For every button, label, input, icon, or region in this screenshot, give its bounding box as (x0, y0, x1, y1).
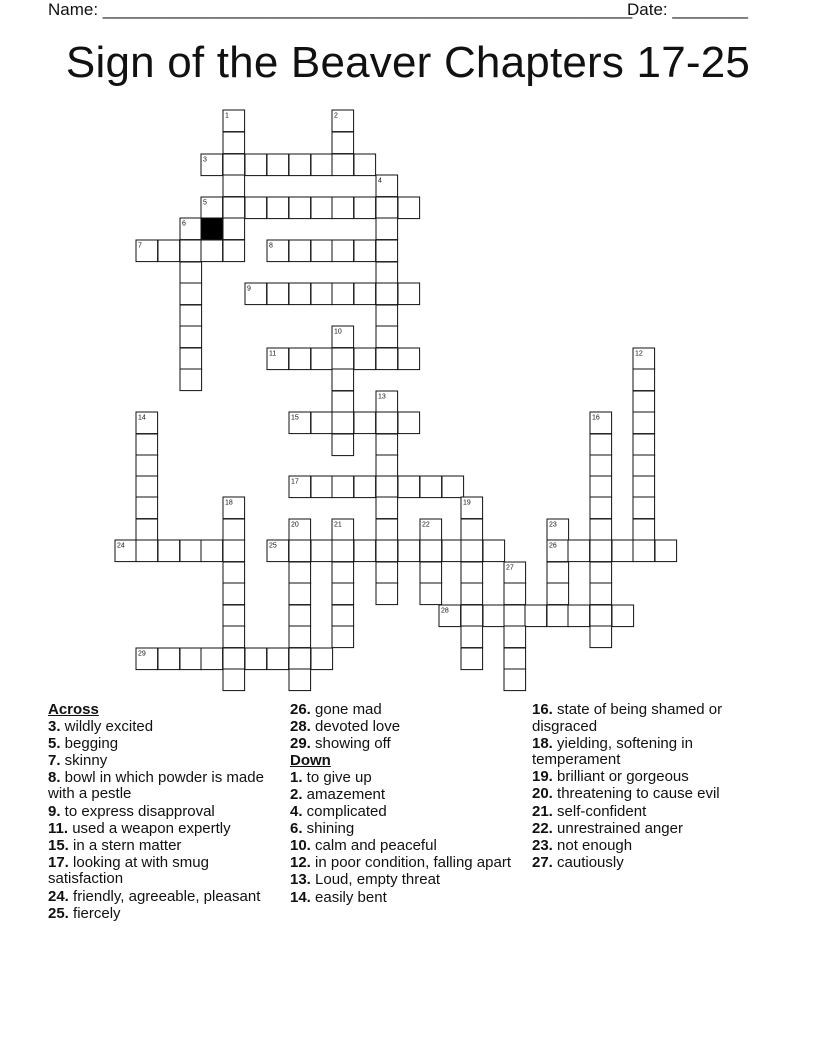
down-heading: Down (290, 752, 331, 770)
grid-cell[interactable] (267, 197, 289, 219)
grid-cell[interactable] (590, 519, 612, 541)
clue-number: 20 (291, 521, 299, 529)
grid-cell[interactable] (180, 262, 202, 284)
across-clue (48, 719, 278, 736)
grid-cell[interactable] (590, 476, 612, 498)
grid-cell[interactable] (376, 197, 398, 219)
across-clue (48, 770, 278, 803)
grid-cell[interactable] (289, 583, 311, 605)
grid-cell[interactable] (612, 540, 634, 562)
clue-num: 27. (532, 853, 553, 871)
clue-number: 15 (291, 414, 299, 422)
clue-text: not enough (552, 836, 633, 854)
clue-num: 20. (532, 785, 553, 803)
clue-number: 14 (138, 414, 146, 422)
grid-cell[interactable] (223, 240, 245, 262)
across-clue (48, 736, 278, 753)
down-clue (532, 769, 767, 786)
grid-cell[interactable] (223, 519, 245, 541)
grid-cell[interactable] (354, 283, 376, 305)
grid-cell[interactable] (655, 540, 677, 562)
grid-cell[interactable] (180, 369, 202, 391)
clue-num: 14. (290, 888, 311, 906)
grid-cell[interactable] (332, 391, 354, 413)
clue-num: 22. (532, 819, 553, 837)
grid-cell[interactable] (461, 605, 483, 627)
clue-column-2 (290, 702, 520, 907)
grid-cell[interactable] (223, 154, 245, 176)
grid-cell[interactable] (420, 476, 442, 498)
grid-cell[interactable] (633, 412, 655, 434)
clue-number: 18 (225, 499, 233, 507)
grid-cell[interactable] (442, 476, 464, 498)
clue-text: amazement (302, 785, 386, 803)
across-clue (290, 719, 520, 736)
clue-num: 7. (48, 751, 61, 769)
grid-cell[interactable] (332, 197, 354, 219)
grid-cell[interactable] (547, 583, 569, 605)
grid-cell[interactable] (420, 583, 442, 605)
grid-cell[interactable] (354, 348, 376, 370)
clue-number: 26 (549, 542, 557, 550)
grid-cell[interactable] (398, 348, 420, 370)
grid-cell[interactable] (461, 540, 483, 562)
grid-cell[interactable] (420, 540, 442, 562)
grid-cell[interactable] (332, 434, 354, 456)
grid-cell[interactable] (398, 197, 420, 219)
across-clue (48, 838, 278, 855)
grid-cell[interactable] (223, 562, 245, 584)
grid-cell[interactable] (590, 605, 612, 627)
clue-num: 5. (48, 734, 61, 752)
grid-cell[interactable] (289, 240, 311, 262)
down-clue (532, 855, 767, 872)
clue-text: unrestrained anger (552, 819, 683, 837)
grid-cell[interactable] (332, 283, 354, 305)
clue-number: 8 (269, 242, 273, 250)
grid-cell[interactable] (245, 154, 267, 176)
clue-num: 25. (48, 904, 69, 922)
grid-cell[interactable] (267, 154, 289, 176)
clue-text: wildly excited (60, 717, 154, 735)
grid-cell[interactable] (354, 154, 376, 176)
clue-num: 11. (48, 819, 69, 837)
grid-cell[interactable] (311, 476, 333, 498)
grid-cell[interactable] (289, 283, 311, 305)
grid-cell[interactable] (376, 540, 398, 562)
clue-text: to give up (302, 768, 372, 786)
grid-cell[interactable] (223, 605, 245, 627)
clue-num: 12. (290, 854, 311, 872)
grid-cell[interactable] (376, 476, 398, 498)
clue-number: 29 (138, 650, 146, 658)
grid-cell[interactable] (223, 197, 245, 219)
grid-cell[interactable] (311, 348, 333, 370)
down-clue (290, 804, 520, 821)
date-line[interactable]: ________ (672, 0, 748, 19)
clue-text: gone mad (310, 701, 382, 718)
grid-cell[interactable] (332, 562, 354, 584)
grid-cell[interactable] (461, 519, 483, 541)
clue-number: 28 (441, 607, 449, 615)
grid-cell[interactable] (590, 455, 612, 477)
clue-number: 1 (225, 112, 229, 120)
grid-cell[interactable] (442, 540, 464, 562)
grid-cell[interactable] (461, 648, 483, 670)
grid-cell[interactable] (223, 218, 245, 240)
clue-number: 12 (635, 350, 643, 358)
grid-cell[interactable] (180, 305, 202, 327)
grid-cell[interactable] (311, 240, 333, 262)
clue-number: 5 (203, 199, 207, 207)
grid-cell[interactable] (398, 476, 420, 498)
grid-cell[interactable] (158, 240, 180, 262)
clue-number: 11 (269, 350, 277, 358)
clue-num: 23. (532, 836, 553, 854)
clue-text: cautiously (552, 853, 624, 871)
grid-cell[interactable] (590, 626, 612, 648)
clue-num: 16. (532, 701, 553, 718)
grid-cell[interactable] (398, 412, 420, 434)
across-clue (48, 821, 278, 838)
clue-column-3 (532, 702, 767, 872)
grid-cell[interactable] (289, 648, 311, 670)
down-clue (290, 821, 520, 838)
grid-cell[interactable] (633, 476, 655, 498)
clue-num: 28. (290, 718, 311, 736)
clue-number: 21 (334, 521, 342, 529)
grid-cell[interactable] (568, 540, 590, 562)
clue-num: 4. (290, 803, 303, 821)
grid-cell[interactable] (158, 540, 180, 562)
grid-cell[interactable] (633, 391, 655, 413)
name-line[interactable]: ________________________________________________________ (102, 0, 633, 19)
grid-cell[interactable] (590, 540, 612, 562)
date-label: Date: (627, 0, 673, 19)
grid-cell[interactable] (612, 605, 634, 627)
grid-cell[interactable] (504, 626, 526, 648)
grid-cell[interactable] (420, 562, 442, 584)
grid-cell[interactable] (354, 197, 376, 219)
clue-column-1 (48, 702, 278, 923)
grid-cell[interactable] (376, 240, 398, 262)
down-clue (290, 890, 520, 907)
clue-number: 6 (182, 220, 186, 228)
grid-cell[interactable] (332, 626, 354, 648)
clue-number: 2 (334, 112, 338, 120)
clue-text: begging (60, 734, 119, 752)
clue-num: 21. (532, 802, 553, 820)
clue-num: 9. (48, 802, 61, 820)
clue-text: state of being shamed or disgraced (532, 701, 723, 735)
clue-text: devoted love (310, 718, 401, 736)
grid-cell[interactable] (311, 154, 333, 176)
grid-cell[interactable] (547, 605, 569, 627)
grid-cell[interactable] (376, 305, 398, 327)
clue-number: 24 (117, 542, 125, 550)
grid-cell[interactable] (504, 648, 526, 670)
clue-num: 26. (290, 701, 311, 718)
across-clue (48, 889, 278, 906)
grid-cell[interactable] (332, 540, 354, 562)
across-clue (48, 855, 278, 888)
grid-cell[interactable] (354, 540, 376, 562)
clue-text: showing off (310, 735, 391, 753)
grid-cell[interactable] (180, 240, 202, 262)
grid-cell[interactable] (633, 455, 655, 477)
grid-cell[interactable] (289, 154, 311, 176)
grid-cell[interactable] (180, 348, 202, 370)
clue-number: 13 (378, 393, 386, 401)
grid-cell[interactable] (332, 240, 354, 262)
grid-cell[interactable] (376, 519, 398, 541)
grid-cell[interactable] (354, 476, 376, 498)
grid-cell[interactable] (289, 197, 311, 219)
grid-cell[interactable] (354, 412, 376, 434)
across-clue (48, 804, 278, 821)
grid-cell[interactable] (223, 626, 245, 648)
grid-cell[interactable] (483, 540, 505, 562)
down-clue (532, 804, 767, 821)
grid-cell[interactable] (136, 497, 158, 519)
grid-cell[interactable] (376, 434, 398, 456)
clue-number: 23 (549, 521, 557, 529)
clue-text: bowl in which powder is made with a pestle (48, 768, 264, 803)
grid-cell[interactable] (376, 412, 398, 434)
grid-cell[interactable] (223, 648, 245, 670)
grid-cell[interactable] (398, 540, 420, 562)
clue-num: 8. (48, 768, 61, 786)
clue-number: 10 (334, 328, 342, 336)
grid-cell[interactable] (267, 648, 289, 670)
grid-cell[interactable] (525, 605, 547, 627)
down-clue (532, 786, 767, 803)
grid-cell[interactable] (136, 519, 158, 541)
grid-cell[interactable] (354, 240, 376, 262)
down-clue (290, 770, 520, 787)
grid-cell[interactable] (376, 218, 398, 240)
grid-cell[interactable] (547, 562, 569, 584)
across-clue (290, 702, 520, 719)
down-clue (532, 838, 767, 855)
grid-cell[interactable] (332, 605, 354, 627)
grid-cell[interactable] (289, 540, 311, 562)
grid-cell[interactable] (311, 283, 333, 305)
down-clue (532, 821, 767, 838)
clue-number: 17 (291, 478, 299, 486)
down-clue (290, 855, 520, 872)
clue-num: 10. (290, 837, 311, 855)
grid-cell[interactable] (633, 434, 655, 456)
clue-text: calm and peaceful (310, 837, 437, 855)
grid-cell[interactable] (158, 648, 180, 670)
grid-cell[interactable] (504, 583, 526, 605)
page-title: Sign of the Beaver Chapters 17-25 (65, 38, 751, 87)
clue-num: 13. (290, 871, 311, 889)
clue-number: 19 (463, 499, 471, 507)
grid-cell[interactable] (136, 455, 158, 477)
clue-text: fiercely (68, 904, 121, 922)
clue-text: skinny (60, 751, 108, 769)
grid-cell[interactable] (201, 540, 223, 562)
grid-cell[interactable] (376, 283, 398, 305)
clue-number: 7 (138, 242, 142, 250)
grid-cell[interactable] (483, 605, 505, 627)
grid-cell[interactable] (311, 648, 333, 670)
clue-number: 27 (506, 564, 514, 572)
grid-cell[interactable] (245, 648, 267, 670)
clue-text: to express disapproval (60, 802, 215, 820)
grid-cell[interactable] (590, 562, 612, 584)
grid-cell[interactable] (398, 283, 420, 305)
grid-cell[interactable] (461, 583, 483, 605)
grid-cell[interactable] (332, 583, 354, 605)
across-clue (290, 736, 520, 753)
clue-number: 25 (269, 542, 277, 550)
grid-cell[interactable] (289, 626, 311, 648)
grid-cell[interactable] (180, 648, 202, 670)
grid-cell[interactable] (332, 412, 354, 434)
clue-text: easily bent (310, 888, 387, 906)
clue-num: 1. (290, 768, 303, 786)
clue-number: 3 (203, 156, 207, 164)
grid-cell[interactable] (267, 283, 289, 305)
clue-num: 17. (48, 853, 69, 871)
grid-cell[interactable] (590, 497, 612, 519)
grid-cell[interactable] (289, 348, 311, 370)
clue-num: 18. (532, 734, 553, 752)
grid-cell[interactable] (180, 283, 202, 305)
clue-number: 9 (247, 285, 251, 293)
grid-cell[interactable] (568, 605, 590, 627)
grid-cell[interactable] (180, 326, 202, 348)
grid-cell[interactable] (223, 583, 245, 605)
grid-cell[interactable] (590, 434, 612, 456)
grid-cell[interactable] (332, 369, 354, 391)
grid-cell[interactable] (376, 562, 398, 584)
grid-cell[interactable] (223, 540, 245, 562)
clue-text: self-confident (552, 802, 647, 820)
grid-cell[interactable] (376, 262, 398, 284)
clue-text: in poor condition, falling apart (310, 854, 511, 872)
grid-cell[interactable] (376, 497, 398, 519)
grid-cell[interactable] (461, 562, 483, 584)
grid-cell[interactable] (136, 476, 158, 498)
clue-text: used a weapon expertly (68, 819, 231, 837)
grid-cell[interactable] (311, 412, 333, 434)
grid-cell[interactable] (633, 369, 655, 391)
grid-cell[interactable] (180, 540, 202, 562)
clue-num: 15. (48, 836, 69, 854)
grid-cell[interactable] (332, 154, 354, 176)
clue-num: 3. (48, 717, 61, 735)
clue-text: looking at with smug satisfaction (48, 853, 209, 888)
grid-cell[interactable] (376, 583, 398, 605)
down-clue (290, 838, 520, 855)
grid-cell[interactable] (633, 519, 655, 541)
clue-number: 16 (592, 414, 600, 422)
clue-text: brilliant or gorgeous (552, 768, 689, 786)
grid-cell[interactable] (332, 476, 354, 498)
grid-cell[interactable] (461, 626, 483, 648)
down-clue (532, 702, 767, 735)
across-heading: Across (48, 701, 99, 718)
grid-cell[interactable] (311, 540, 333, 562)
grid-cell[interactable] (376, 326, 398, 348)
grid-cell[interactable] (504, 605, 526, 627)
down-clue (290, 872, 520, 889)
across-clue (48, 753, 278, 770)
clue-num: 6. (290, 820, 303, 838)
grid-cell[interactable] (136, 434, 158, 456)
clue-text: friendly, agreeable, pleasant (68, 887, 261, 905)
clue-number: 22 (422, 521, 430, 529)
clue-text: complicated (302, 803, 387, 821)
grid-cell[interactable] (332, 132, 354, 154)
grid-cell[interactable] (633, 497, 655, 519)
grid-cell[interactable] (289, 562, 311, 584)
clue-text: Loud, empty threat (310, 871, 441, 889)
grid-cell[interactable] (201, 240, 223, 262)
clue-num: 24. (48, 887, 69, 905)
grid-cell[interactable] (136, 540, 158, 562)
grid-cell[interactable] (201, 648, 223, 670)
clue-text: shining (302, 820, 355, 838)
grid-cell[interactable] (311, 197, 333, 219)
grid-cell[interactable] (223, 132, 245, 154)
grid-cell[interactable] (376, 348, 398, 370)
grid-cell[interactable] (633, 540, 655, 562)
clue-text: yielding, softening in temperament (532, 734, 693, 769)
clue-text: threatening to cause evil (552, 785, 720, 803)
grid-cell[interactable] (289, 605, 311, 627)
grid-cell[interactable] (289, 669, 311, 691)
black-cell (201, 218, 223, 240)
grid-cell[interactable] (332, 348, 354, 370)
grid-cell[interactable] (245, 197, 267, 219)
down-clue (290, 787, 520, 804)
down-clue (532, 736, 767, 769)
clue-num: 2. (290, 785, 303, 803)
clue-text: in a stern matter (68, 836, 182, 854)
clue-number: 4 (378, 177, 382, 185)
grid-cell[interactable] (376, 455, 398, 477)
across-clue (48, 906, 278, 923)
clue-num: 19. (532, 768, 553, 786)
grid-cell[interactable] (504, 669, 526, 691)
clue-num: 29. (290, 735, 311, 753)
grid-cell[interactable] (223, 175, 245, 197)
grid-cell[interactable] (223, 669, 245, 691)
name-label: Name: (48, 0, 103, 19)
grid-cell[interactable] (590, 583, 612, 605)
